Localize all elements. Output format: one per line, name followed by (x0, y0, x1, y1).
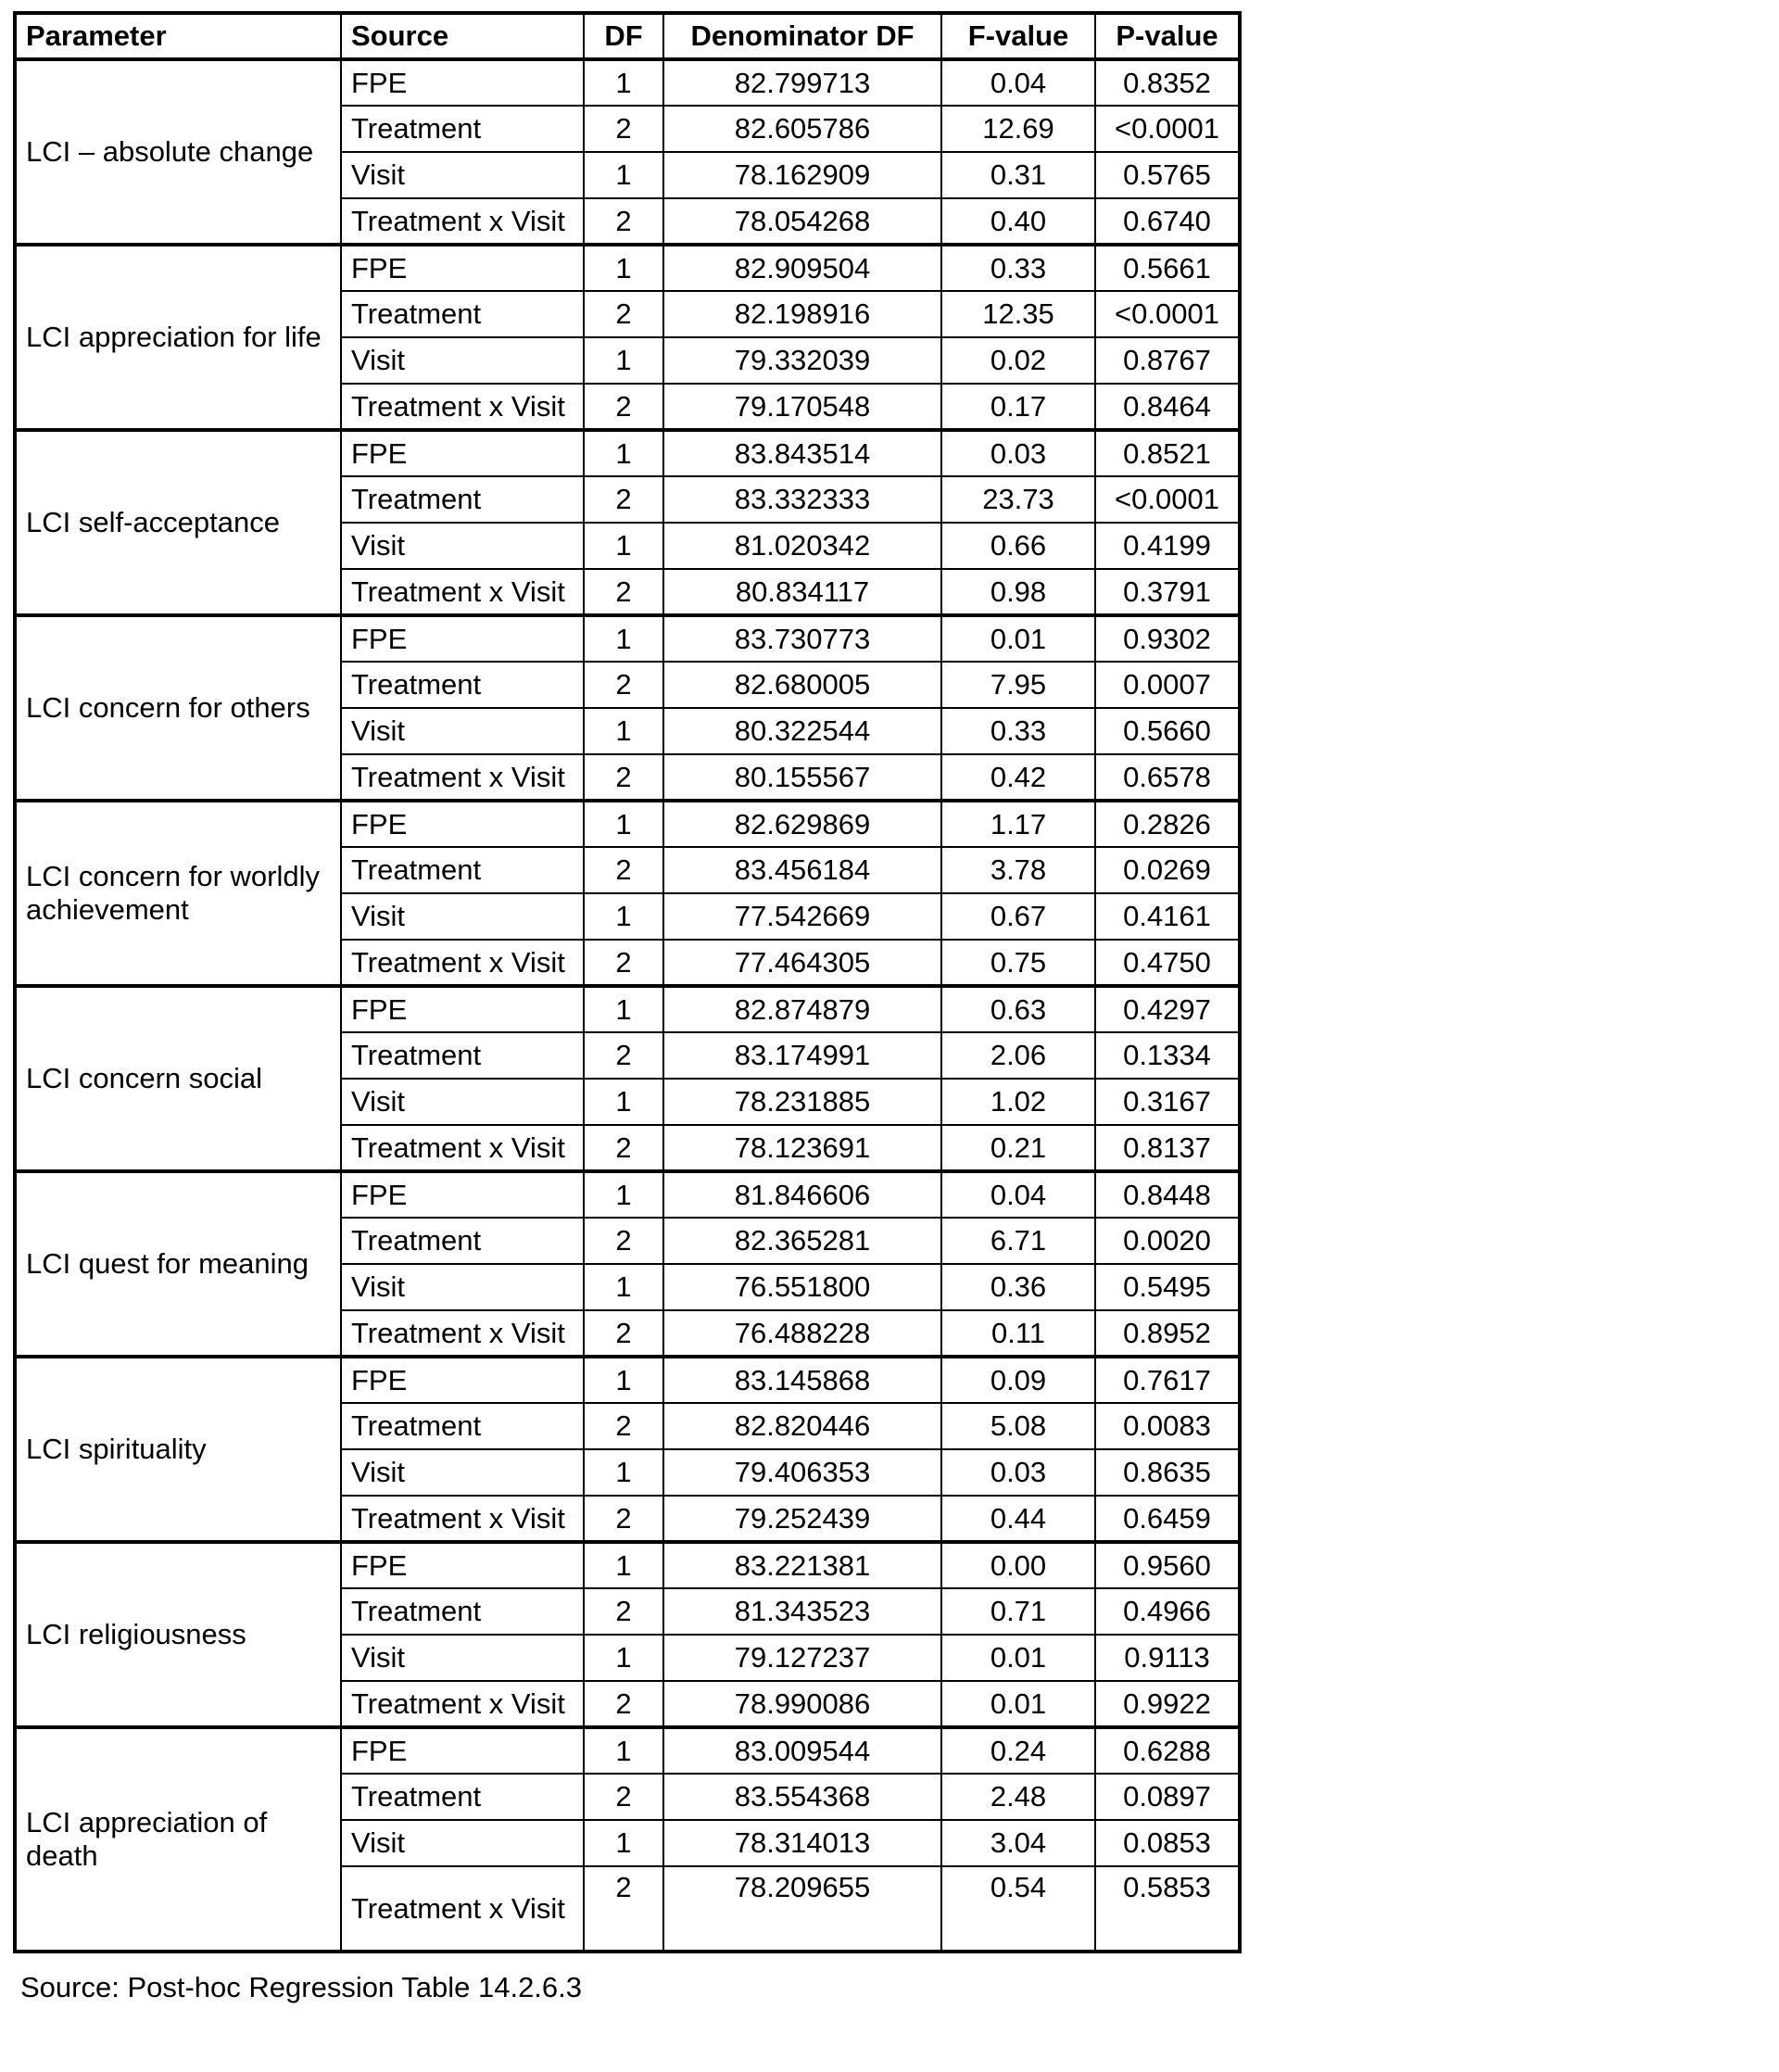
f-value-cell: 0.17 (941, 384, 1095, 430)
denominator-df-cell: 78.231885 (663, 1079, 941, 1125)
df-cell: 1 (584, 59, 663, 106)
denominator-df-cell: 78.990086 (663, 1681, 941, 1727)
f-value-cell: 0.31 (941, 152, 1095, 198)
denominator-df-cell: 82.799713 (663, 59, 941, 106)
p-value-cell: 0.8352 (1095, 59, 1240, 106)
f-value-cell: 0.98 (941, 569, 1095, 615)
df-cell: 2 (584, 1125, 663, 1171)
denominator-df-cell: 76.551800 (663, 1264, 941, 1310)
p-value-cell: 0.4966 (1095, 1588, 1240, 1635)
denominator-df-cell: 80.322544 (663, 708, 941, 754)
p-value-cell: 0.0083 (1095, 1403, 1240, 1449)
df-cell: 2 (584, 1218, 663, 1264)
df-cell: 1 (584, 986, 663, 1032)
source-cell: Treatment (341, 106, 584, 152)
denominator-df-cell: 77.464305 (663, 940, 941, 986)
source-cell: Treatment (341, 1588, 584, 1635)
parameter-cell: LCI self-acceptance (15, 430, 341, 615)
df-cell: 1 (584, 1357, 663, 1403)
source-cell: Visit (341, 1635, 584, 1681)
f-value-cell: 0.40 (941, 198, 1095, 245)
p-value-cell: 0.5765 (1095, 152, 1240, 198)
source-cell: Treatment (341, 1218, 584, 1264)
p-value-cell: 0.8137 (1095, 1125, 1240, 1171)
denominator-df-cell: 81.846606 (663, 1171, 941, 1218)
f-value-cell: 0.04 (941, 1171, 1095, 1218)
df-cell: 1 (584, 1264, 663, 1310)
denominator-df-cell: 81.343523 (663, 1588, 941, 1635)
f-value-cell: 0.01 (941, 1635, 1095, 1681)
df-cell: 2 (584, 198, 663, 245)
df-cell: 2 (584, 569, 663, 615)
source-cell: Treatment x Visit (341, 384, 584, 430)
p-value-cell: 0.6578 (1095, 754, 1240, 801)
f-value-cell: 2.06 (941, 1032, 1095, 1079)
source-cell: Treatment x Visit (341, 1310, 584, 1357)
source-cell: Treatment (341, 847, 584, 893)
table-row (15, 1171, 1240, 1218)
df-cell: 2 (584, 1032, 663, 1079)
df-cell: 2 (584, 1866, 663, 1952)
parameter-cell: LCI concern social (15, 986, 341, 1171)
source-footnote: Source: Post-hoc Regression Table 14.2.6.3 (20, 1971, 583, 2003)
source-cell: Treatment x Visit (341, 569, 584, 615)
p-value-cell: 0.5495 (1095, 1264, 1240, 1310)
p-value-cell: 0.8448 (1095, 1171, 1240, 1218)
p-value-cell: 0.0897 (1095, 1774, 1240, 1820)
denominator-df-cell: 76.488228 (663, 1310, 941, 1357)
df-cell: 2 (584, 1588, 663, 1635)
denominator-df-cell: 79.170548 (663, 384, 941, 430)
source-cell: Treatment x Visit (341, 1496, 584, 1542)
p-value-cell: 0.8521 (1095, 430, 1240, 476)
p-value-cell: 0.5853 (1095, 1866, 1240, 1952)
f-value-cell: 0.54 (941, 1866, 1095, 1952)
source-cell: Visit (341, 523, 584, 569)
f-value-cell: 2.48 (941, 1774, 1095, 1820)
source-cell: Treatment x Visit (341, 198, 584, 245)
df-cell: 1 (584, 801, 663, 847)
source-cell: Treatment x Visit (341, 1125, 584, 1171)
f-value-cell: 0.03 (941, 430, 1095, 476)
column-header-p-value: P-value (1095, 13, 1240, 59)
denominator-df-cell: 79.252439 (663, 1496, 941, 1542)
df-cell: 1 (584, 1449, 663, 1496)
p-value-cell: 0.8464 (1095, 384, 1240, 430)
f-value-cell: 0.36 (941, 1264, 1095, 1310)
f-value-cell: 0.67 (941, 893, 1095, 940)
df-cell: 2 (584, 1403, 663, 1449)
parameter-cell: LCI concern for others (15, 615, 341, 801)
f-value-cell: 23.73 (941, 476, 1095, 523)
p-value-cell: 0.6288 (1095, 1727, 1240, 1774)
denominator-df-cell: 83.145868 (663, 1357, 941, 1403)
denominator-df-cell: 83.174991 (663, 1032, 941, 1079)
f-value-cell: 12.69 (941, 106, 1095, 152)
table-row (15, 801, 1240, 847)
denominator-df-cell: 82.874879 (663, 986, 941, 1032)
f-value-cell: 1.17 (941, 801, 1095, 847)
p-value-cell: <0.0001 (1095, 476, 1240, 523)
f-value-cell: 0.11 (941, 1310, 1095, 1357)
column-header-parameter: Parameter (15, 13, 341, 59)
parameter-cell: LCI appreciation for life (15, 245, 341, 430)
source-cell: FPE (341, 430, 584, 476)
source-cell: FPE (341, 1542, 584, 1588)
denominator-df-cell: 83.843514 (663, 430, 941, 476)
df-cell: 1 (584, 152, 663, 198)
table-row (15, 1727, 1240, 1774)
f-value-cell: 0.33 (941, 708, 1095, 754)
p-value-cell: 0.9560 (1095, 1542, 1240, 1588)
table-row (15, 59, 1240, 106)
table-row (15, 430, 1240, 476)
p-value-cell: 0.5660 (1095, 708, 1240, 754)
denominator-df-cell: 77.542669 (663, 893, 941, 940)
source-cell: FPE (341, 245, 584, 291)
source-cell: FPE (341, 1727, 584, 1774)
denominator-df-cell: 79.127237 (663, 1635, 941, 1681)
df-cell: 2 (584, 940, 663, 986)
source-cell: Treatment (341, 1032, 584, 1079)
df-cell: 1 (584, 337, 663, 384)
p-value-cell: 0.0007 (1095, 662, 1240, 708)
p-value-cell: 0.1334 (1095, 1032, 1240, 1079)
source-cell: Treatment x Visit (341, 940, 584, 986)
source-cell: Treatment x Visit (341, 1866, 584, 1952)
f-value-cell: 0.02 (941, 337, 1095, 384)
p-value-cell: 0.4750 (1095, 940, 1240, 986)
df-cell: 2 (584, 1310, 663, 1357)
column-header-df: DF (584, 13, 663, 59)
f-value-cell: 0.03 (941, 1449, 1095, 1496)
df-cell: 1 (584, 893, 663, 940)
f-value-cell: 7.95 (941, 662, 1095, 708)
p-value-cell: 0.2826 (1095, 801, 1240, 847)
denominator-df-cell: 82.820446 (663, 1403, 941, 1449)
f-value-cell: 0.04 (941, 59, 1095, 106)
source-cell: FPE (341, 801, 584, 847)
p-value-cell: 0.9922 (1095, 1681, 1240, 1727)
denominator-df-cell: 83.456184 (663, 847, 941, 893)
f-value-cell: 0.71 (941, 1588, 1095, 1635)
source-cell: Treatment x Visit (341, 754, 584, 801)
p-value-cell: 0.6459 (1095, 1496, 1240, 1542)
f-value-cell: 0.63 (941, 986, 1095, 1032)
table-row (15, 1357, 1240, 1403)
p-value-cell: 0.3167 (1095, 1079, 1240, 1125)
p-value-cell: 0.4161 (1095, 893, 1240, 940)
column-header-f-value: F-value (941, 13, 1095, 59)
denominator-df-cell: 83.332333 (663, 476, 941, 523)
denominator-df-cell: 80.155567 (663, 754, 941, 801)
f-value-cell: 3.04 (941, 1820, 1095, 1866)
p-value-cell: 0.8952 (1095, 1310, 1240, 1357)
source-cell: Visit (341, 337, 584, 384)
p-value-cell: 0.9302 (1095, 615, 1240, 662)
df-cell: 1 (584, 1542, 663, 1588)
p-value-cell: <0.0001 (1095, 291, 1240, 337)
source-cell: Treatment x Visit (341, 1681, 584, 1727)
f-value-cell: 0.42 (941, 754, 1095, 801)
f-value-cell: 0.24 (941, 1727, 1095, 1774)
column-header-denominator-df: Denominator DF (663, 13, 941, 59)
df-cell: 2 (584, 662, 663, 708)
source-cell: FPE (341, 1171, 584, 1218)
p-value-cell: 0.6740 (1095, 198, 1240, 245)
df-cell: 1 (584, 245, 663, 291)
source-cell: Visit (341, 1449, 584, 1496)
df-cell: 1 (584, 1820, 663, 1866)
p-value-cell: 0.8635 (1095, 1449, 1240, 1496)
f-value-cell: 1.02 (941, 1079, 1095, 1125)
p-value-cell: 0.0020 (1095, 1218, 1240, 1264)
f-value-cell: 0.01 (941, 1681, 1095, 1727)
parameter-cell: LCI religiousness (15, 1542, 341, 1727)
df-cell: 1 (584, 708, 663, 754)
f-value-cell: 12.35 (941, 291, 1095, 337)
denominator-df-cell: 83.554368 (663, 1774, 941, 1820)
p-value-cell: <0.0001 (1095, 106, 1240, 152)
df-cell: 1 (584, 1635, 663, 1681)
source-cell: FPE (341, 59, 584, 106)
df-cell: 1 (584, 1727, 663, 1774)
df-cell: 1 (584, 430, 663, 476)
source-cell: FPE (341, 986, 584, 1032)
f-value-cell: 0.00 (941, 1542, 1095, 1588)
source-cell: FPE (341, 615, 584, 662)
denominator-df-cell: 79.406353 (663, 1449, 941, 1496)
source-cell: Treatment (341, 476, 584, 523)
f-value-cell: 6.71 (941, 1218, 1095, 1264)
source-cell: Treatment (341, 662, 584, 708)
parameter-cell: LCI – absolute change (15, 59, 341, 245)
source-cell: Visit (341, 1264, 584, 1310)
source-cell: Visit (341, 1079, 584, 1125)
parameter-cell: LCI concern for worldly achievement (15, 801, 341, 986)
source-cell: Visit (341, 708, 584, 754)
denominator-df-cell: 78.123691 (663, 1125, 941, 1171)
f-value-cell: 3.78 (941, 847, 1095, 893)
p-value-cell: 0.0269 (1095, 847, 1240, 893)
f-value-cell: 0.01 (941, 615, 1095, 662)
parameter-cell: LCI quest for meaning (15, 1171, 341, 1357)
denominator-df-cell: 78.209655 (663, 1866, 941, 1952)
denominator-df-cell: 82.909504 (663, 245, 941, 291)
denominator-df-cell: 82.629869 (663, 801, 941, 847)
denominator-df-cell: 82.365281 (663, 1218, 941, 1264)
source-cell: Treatment (341, 291, 584, 337)
df-cell: 2 (584, 754, 663, 801)
p-value-cell: 0.4199 (1095, 523, 1240, 569)
source-cell: Visit (341, 152, 584, 198)
denominator-df-cell: 80.834117 (663, 569, 941, 615)
denominator-df-cell: 78.314013 (663, 1820, 941, 1866)
denominator-df-cell: 83.009544 (663, 1727, 941, 1774)
parameter-cell: LCI spirituality (15, 1357, 341, 1542)
denominator-df-cell: 82.680005 (663, 662, 941, 708)
p-value-cell: 0.0853 (1095, 1820, 1240, 1866)
source-cell: FPE (341, 1357, 584, 1403)
df-cell: 2 (584, 476, 663, 523)
denominator-df-cell: 78.162909 (663, 152, 941, 198)
table-row (15, 1542, 1240, 1588)
parameter-cell: LCI appreciation of death (15, 1727, 341, 1952)
p-value-cell: 0.3791 (1095, 569, 1240, 615)
header-row (15, 13, 1240, 59)
df-cell: 1 (584, 1171, 663, 1218)
f-value-cell: 5.08 (941, 1403, 1095, 1449)
df-cell: 1 (584, 523, 663, 569)
table-row (15, 986, 1240, 1032)
column-header-source: Source (341, 13, 584, 59)
df-cell: 2 (584, 106, 663, 152)
f-value-cell: 0.66 (941, 523, 1095, 569)
f-value-cell: 0.75 (941, 940, 1095, 986)
results-table (13, 11, 1242, 1953)
df-cell: 2 (584, 384, 663, 430)
df-cell: 1 (584, 615, 663, 662)
table-body (15, 59, 1240, 1952)
df-cell: 2 (584, 1681, 663, 1727)
table-row (15, 615, 1240, 662)
table-row (15, 245, 1240, 291)
denominator-df-cell: 83.221381 (663, 1542, 941, 1588)
table-header (15, 13, 1240, 59)
denominator-df-cell: 79.332039 (663, 337, 941, 384)
df-cell: 2 (584, 1496, 663, 1542)
p-value-cell: 0.7617 (1095, 1357, 1240, 1403)
denominator-df-cell: 78.054268 (663, 198, 941, 245)
f-value-cell: 0.44 (941, 1496, 1095, 1542)
denominator-df-cell: 83.730773 (663, 615, 941, 662)
denominator-df-cell: 82.605786 (663, 106, 941, 152)
f-value-cell: 0.09 (941, 1357, 1095, 1403)
df-cell: 2 (584, 1774, 663, 1820)
df-cell: 1 (584, 1079, 663, 1125)
denominator-df-cell: 81.020342 (663, 523, 941, 569)
denominator-df-cell: 82.198916 (663, 291, 941, 337)
source-cell: Visit (341, 893, 584, 940)
p-value-cell: 0.5661 (1095, 245, 1240, 291)
source-cell: Treatment (341, 1774, 584, 1820)
df-cell: 2 (584, 847, 663, 893)
p-value-cell: 0.8767 (1095, 337, 1240, 384)
df-cell: 2 (584, 291, 663, 337)
f-value-cell: 0.33 (941, 245, 1095, 291)
source-cell: Visit (341, 1820, 584, 1866)
p-value-cell: 0.9113 (1095, 1635, 1240, 1681)
f-value-cell: 0.21 (941, 1125, 1095, 1171)
p-value-cell: 0.4297 (1095, 986, 1240, 1032)
source-cell: Treatment (341, 1403, 584, 1449)
